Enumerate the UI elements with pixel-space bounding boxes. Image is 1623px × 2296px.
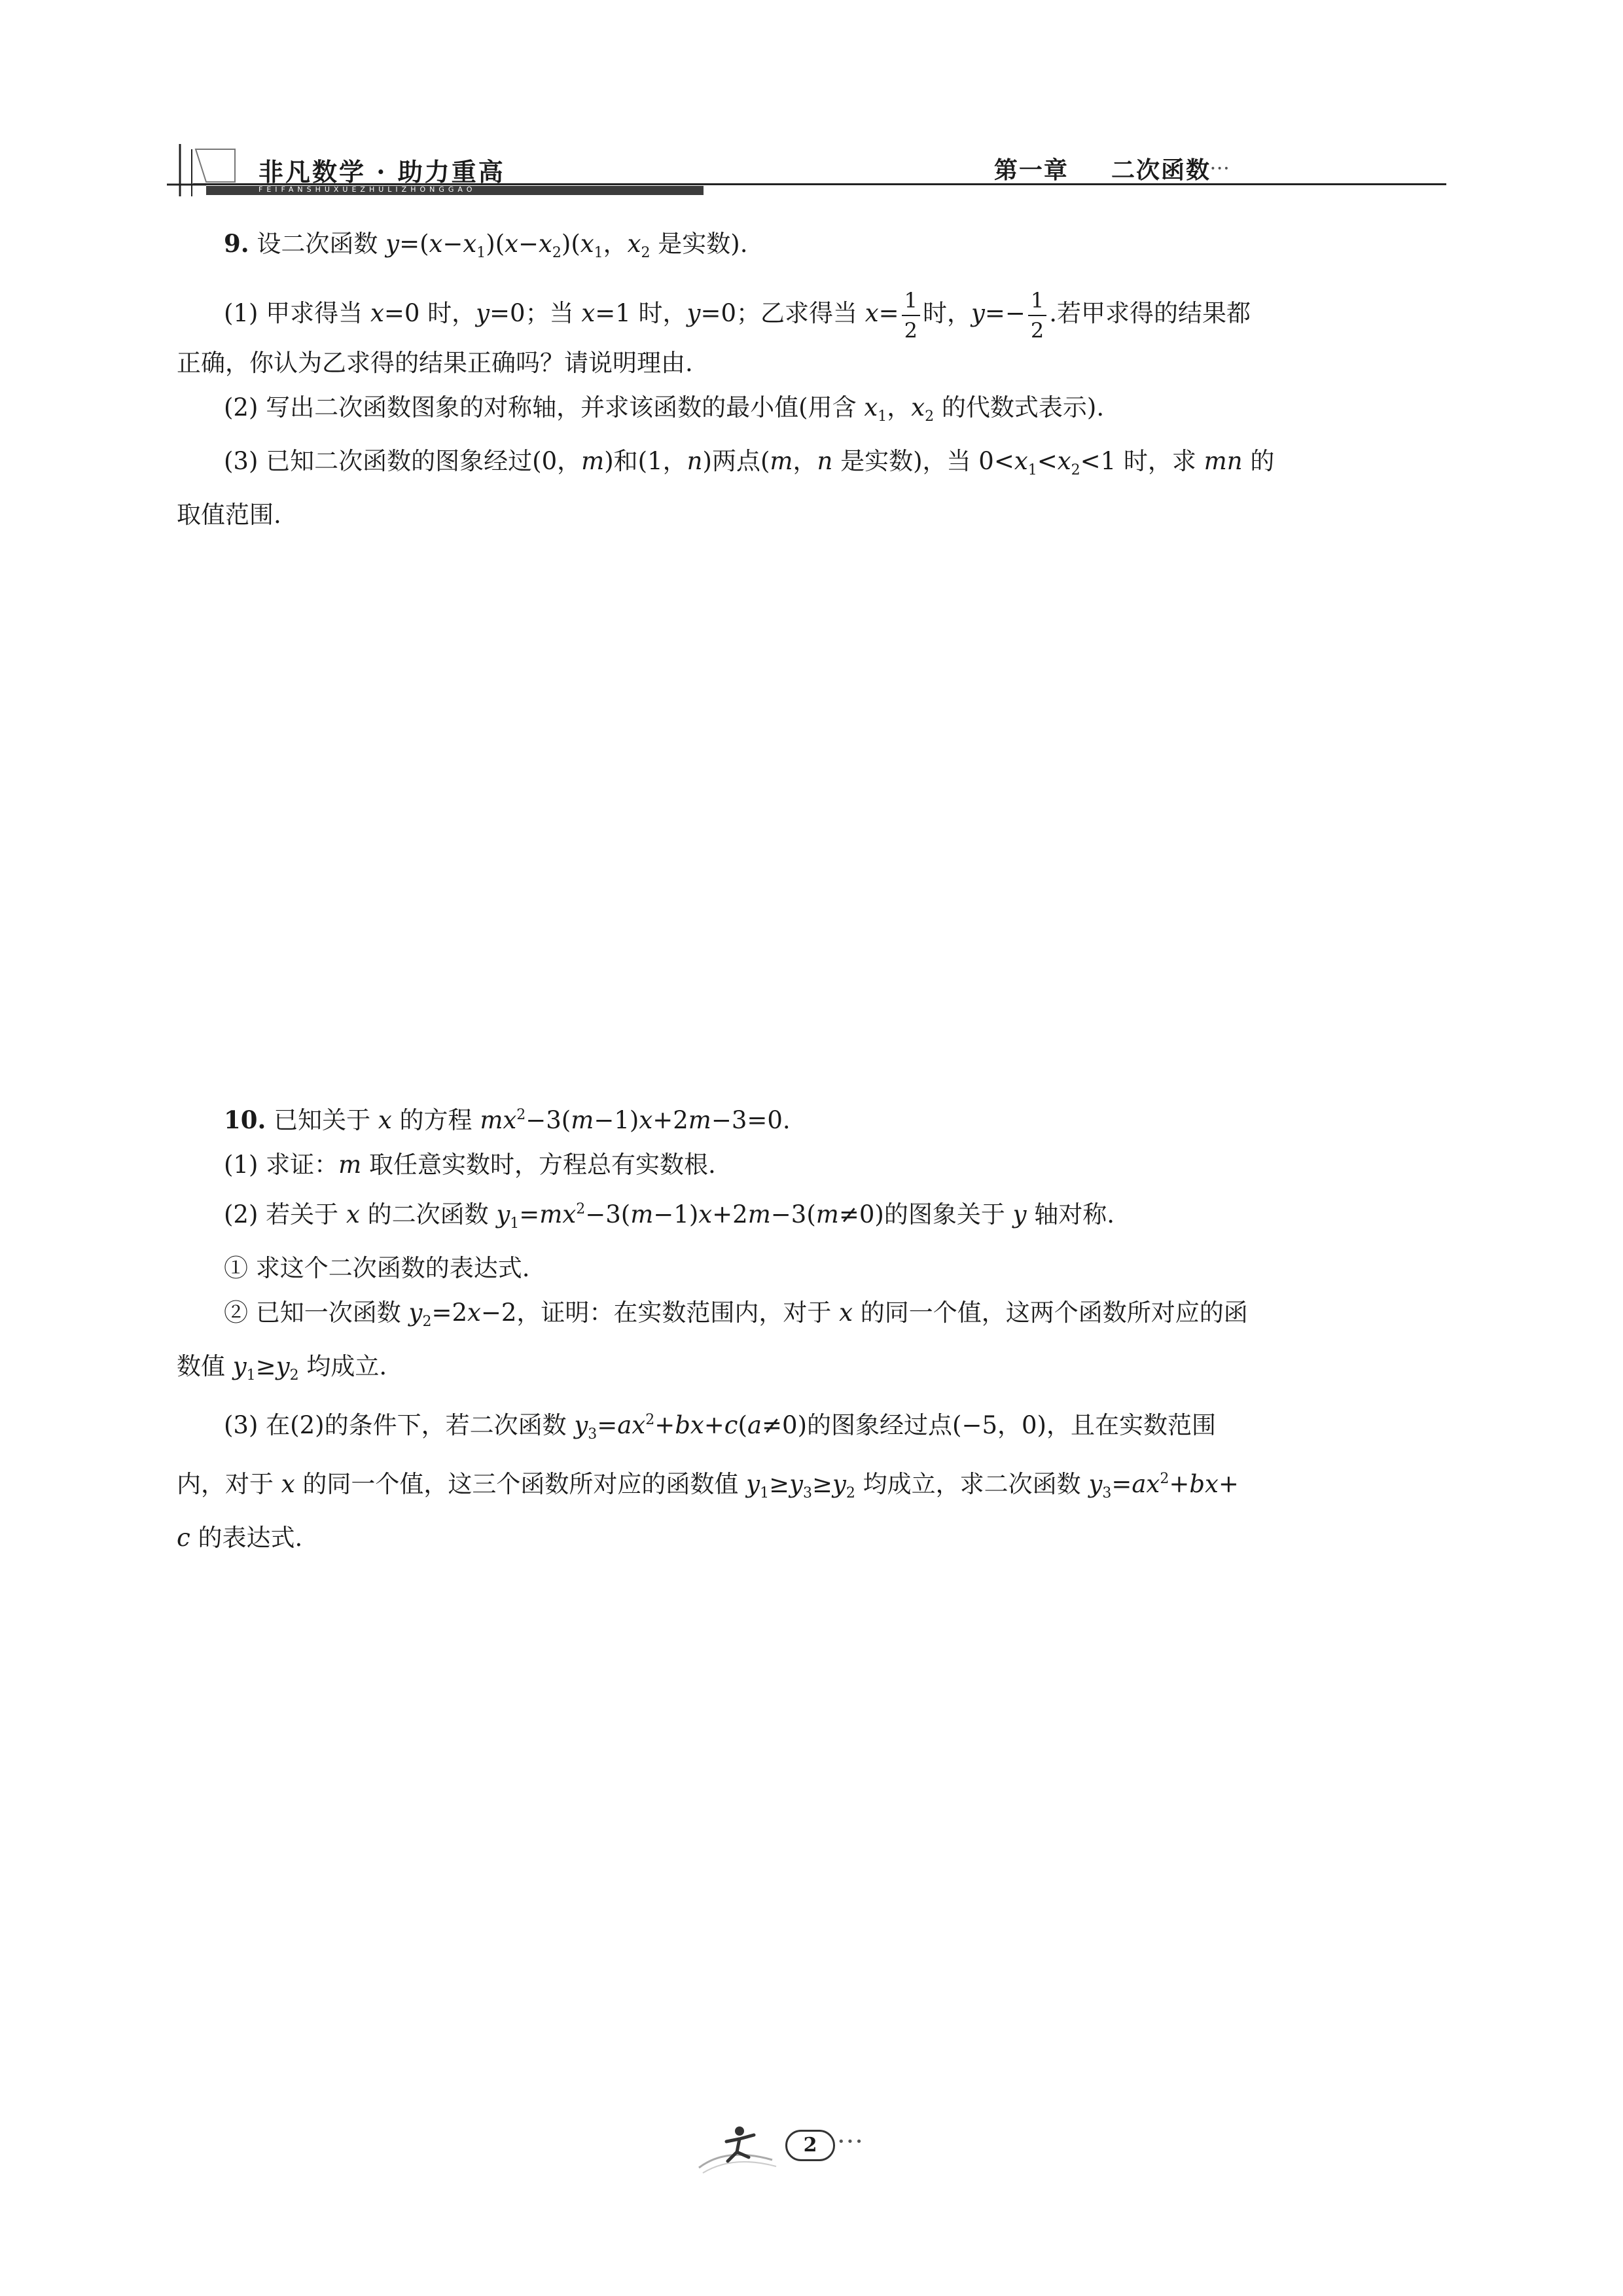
text: + xyxy=(1169,1470,1190,1498)
text: =2 xyxy=(431,1299,467,1327)
text: =0；乙求得当 xyxy=(700,299,865,327)
var: x xyxy=(839,1299,853,1327)
text: 的同一个值，这两个函数所对应的函 xyxy=(853,1299,1248,1327)
text: 的二次函数 xyxy=(359,1200,497,1229)
text: ≠0)的图象关于 xyxy=(838,1200,1013,1229)
text: (2) 写出二次函数图象的对称轴，并求该函数的最小值(用含 xyxy=(224,393,865,422)
sub: 2 xyxy=(422,1314,432,1330)
header-pinyin: FEIFANSHUXUEZHULIZHONGGAO xyxy=(259,185,476,194)
text: =( xyxy=(399,230,429,258)
var: x xyxy=(627,230,641,258)
var: y xyxy=(276,1352,290,1380)
q10-part2 xyxy=(177,1187,1446,1246)
var: bx xyxy=(675,1411,704,1439)
sub: 2 xyxy=(1071,461,1080,478)
text: =0 时， xyxy=(383,299,476,327)
text: ， xyxy=(887,393,912,422)
text: 设二次函数 xyxy=(257,230,386,258)
fraction-numerator: 1 xyxy=(902,290,920,316)
question-10 xyxy=(177,1093,1446,1560)
text: (3) 已知二次函数的图象经过(0， xyxy=(224,446,582,475)
var: n xyxy=(817,446,833,475)
var: y xyxy=(574,1411,588,1439)
text: − xyxy=(518,230,539,258)
text: (2) 若关于 xyxy=(224,1200,346,1229)
var: ax xyxy=(617,1411,646,1439)
text: 取任意实数时，方程总有实数根. xyxy=(361,1151,716,1179)
var: x xyxy=(281,1470,295,1498)
var: c xyxy=(177,1524,190,1552)
q9-part2 xyxy=(177,386,1446,439)
var: y xyxy=(687,299,701,327)
text: 的同一个值，这三个函数所对应的函数值 xyxy=(294,1470,747,1498)
q10-part3-line3 xyxy=(177,1516,1446,1560)
sub: 1 xyxy=(476,245,486,261)
text: <1 时，求 xyxy=(1080,446,1204,475)
var: x xyxy=(864,393,878,422)
var: m xyxy=(581,446,605,475)
fraction-denominator: 2 xyxy=(904,317,918,343)
fraction-denominator: 2 xyxy=(1030,317,1044,343)
text: 是实数). xyxy=(650,230,748,258)
var: x xyxy=(429,230,443,258)
text: 已知关于 xyxy=(274,1106,378,1134)
text: +2 xyxy=(712,1200,748,1229)
fraction-numerator: 1 xyxy=(1028,290,1046,316)
text: 时， xyxy=(923,299,971,327)
sub: 2 xyxy=(289,1367,299,1384)
sub: 2 xyxy=(925,408,935,425)
var: y xyxy=(832,1470,846,1498)
text: = xyxy=(597,1411,618,1439)
header-dots: ••• xyxy=(1210,164,1230,174)
sub: 1 xyxy=(760,1485,770,1501)
sub: 3 xyxy=(1102,1485,1112,1501)
text: − xyxy=(442,230,463,258)
q10-number: 10. xyxy=(224,1105,266,1134)
text: + xyxy=(654,1411,675,1439)
q10-part3-line2 xyxy=(177,1457,1446,1516)
text: = xyxy=(1111,1470,1132,1498)
sub: 3 xyxy=(803,1485,812,1501)
text: ≥ xyxy=(255,1352,276,1380)
text: (1) 求证： xyxy=(224,1151,339,1179)
text: 的方程 xyxy=(391,1106,480,1134)
q9-part3-line2: 取值范围. xyxy=(177,500,281,529)
text: +2 xyxy=(652,1106,688,1134)
page-header xyxy=(167,144,1446,196)
var: x xyxy=(505,230,519,258)
text: 轴对称. xyxy=(1026,1200,1115,1229)
var: x xyxy=(639,1106,653,1134)
q9-part3 xyxy=(177,439,1446,493)
header-chapter-topic: 二次函数 xyxy=(1111,156,1211,184)
text: =0；当 xyxy=(490,299,582,327)
sub: 1 xyxy=(878,408,887,425)
text: + xyxy=(1218,1470,1239,1498)
text: −3( xyxy=(770,1200,816,1229)
text: = xyxy=(878,299,899,327)
sup: 2 xyxy=(645,1412,655,1428)
text: 的代数式表示). xyxy=(934,393,1105,422)
text: (3) 在(2)的条件下，若二次函数 xyxy=(224,1411,575,1439)
var: m xyxy=(815,1200,839,1229)
q9-part1-line2: 正确，你认为乙求得的结果正确吗？请说明理由. xyxy=(177,348,693,377)
text: −1) xyxy=(653,1200,699,1229)
var: bx xyxy=(1189,1470,1219,1498)
var: x xyxy=(378,1106,392,1134)
var: y xyxy=(1088,1470,1103,1498)
text: (1) 甲求得当 xyxy=(224,299,370,327)
var: a xyxy=(747,1411,762,1439)
text: ② 已知一次函数 xyxy=(224,1299,409,1327)
text: ， xyxy=(603,230,628,258)
sub: 3 xyxy=(588,1426,597,1443)
q10-part3 xyxy=(177,1398,1446,1457)
sup: 2 xyxy=(576,1201,586,1217)
sup: 2 xyxy=(516,1107,526,1123)
var: x xyxy=(346,1200,360,1229)
text: )和(1， xyxy=(604,446,687,475)
text: + xyxy=(704,1411,724,1439)
q9-stem xyxy=(177,221,1446,276)
q10-sub2 xyxy=(177,1291,1446,1344)
var: x xyxy=(1014,446,1028,475)
text: 数值 xyxy=(177,1352,233,1380)
var: ax xyxy=(1132,1470,1160,1498)
var: y xyxy=(408,1299,423,1327)
q10-stem xyxy=(177,1093,1446,1143)
var: x xyxy=(463,230,477,258)
var: y xyxy=(476,299,490,327)
sub: 2 xyxy=(641,245,651,261)
var: x xyxy=(1057,446,1071,475)
var: y xyxy=(385,230,400,258)
header-chapter xyxy=(994,152,1211,185)
header-rule xyxy=(193,183,1446,185)
text: =− xyxy=(984,299,1026,327)
var: y xyxy=(232,1352,247,1380)
var: x xyxy=(581,299,596,327)
page-footer xyxy=(694,2121,890,2179)
var: mx xyxy=(539,1200,577,1229)
text: ( xyxy=(738,1411,747,1439)
var: x xyxy=(698,1200,713,1229)
text: 的 xyxy=(1242,446,1275,475)
sub: 1 xyxy=(594,245,603,261)
text: ≠0)的图象经过点(−5，0)，且在实数范围 xyxy=(762,1411,1216,1439)
var: n xyxy=(687,446,703,475)
var: y xyxy=(971,299,985,327)
var: x xyxy=(467,1299,481,1327)
footer-dots: ••• xyxy=(838,2135,865,2149)
var: x xyxy=(865,299,879,327)
fraction xyxy=(902,287,920,343)
text: −1) xyxy=(594,1106,639,1134)
text: 均成立. xyxy=(298,1352,387,1380)
var: y xyxy=(1012,1200,1027,1229)
var: m xyxy=(630,1200,654,1229)
question-9 xyxy=(177,221,1446,537)
text: ≥ xyxy=(812,1470,833,1498)
sub: 2 xyxy=(846,1485,855,1501)
text: −2，证明：在实数范围内，对于 xyxy=(480,1299,840,1327)
sup: 2 xyxy=(1160,1471,1169,1487)
sub: 1 xyxy=(510,1215,520,1232)
text: )两点( xyxy=(702,446,770,475)
text: ， xyxy=(793,446,817,475)
var: y xyxy=(746,1470,760,1498)
page-number: 2 xyxy=(785,2130,835,2161)
sub: 2 xyxy=(552,245,562,261)
text: −3( xyxy=(526,1106,571,1134)
q10-sub2-line2 xyxy=(177,1344,1446,1398)
text: = xyxy=(519,1200,540,1229)
var: c xyxy=(724,1411,738,1439)
text: 内，对于 xyxy=(177,1470,281,1498)
var: x xyxy=(539,230,552,258)
var: x xyxy=(580,230,594,258)
var: x xyxy=(911,393,925,422)
sub: 1 xyxy=(246,1367,256,1384)
header-title: 非凡数学 · 助力重高 xyxy=(259,157,505,187)
q10-sub1: ① 求这个二次函数的表达式. xyxy=(224,1254,530,1282)
q10-part1 xyxy=(177,1143,1446,1187)
text: )( xyxy=(486,230,505,258)
var: m xyxy=(338,1151,362,1179)
var: m xyxy=(747,1200,771,1229)
text: ≥ xyxy=(769,1470,790,1498)
fraction xyxy=(1028,287,1046,343)
var: m xyxy=(688,1106,711,1134)
header-chapter-number: 第一章 xyxy=(993,156,1069,184)
var: y xyxy=(789,1470,803,1498)
text: .若甲求得的结果都 xyxy=(1049,299,1251,327)
text: )( xyxy=(561,230,580,258)
text: < xyxy=(1037,446,1058,475)
text: −3=0. xyxy=(711,1106,791,1134)
text: 的表达式. xyxy=(190,1524,303,1552)
var: mx xyxy=(480,1106,517,1134)
text: −3( xyxy=(585,1200,631,1229)
var: m xyxy=(571,1106,594,1134)
text: 是实数)，当 0< xyxy=(832,446,1014,475)
sub: 1 xyxy=(1027,461,1037,478)
q9-part1 xyxy=(177,287,1446,341)
text: =1 时， xyxy=(595,299,687,327)
var: y xyxy=(496,1200,510,1229)
runner-logo-icon xyxy=(694,2121,785,2179)
var: mn xyxy=(1204,446,1243,475)
var: x xyxy=(370,299,384,327)
text: 均成立，求二次函数 xyxy=(855,1470,1089,1498)
var: m xyxy=(770,446,793,475)
q9-number: 9. xyxy=(224,229,249,258)
